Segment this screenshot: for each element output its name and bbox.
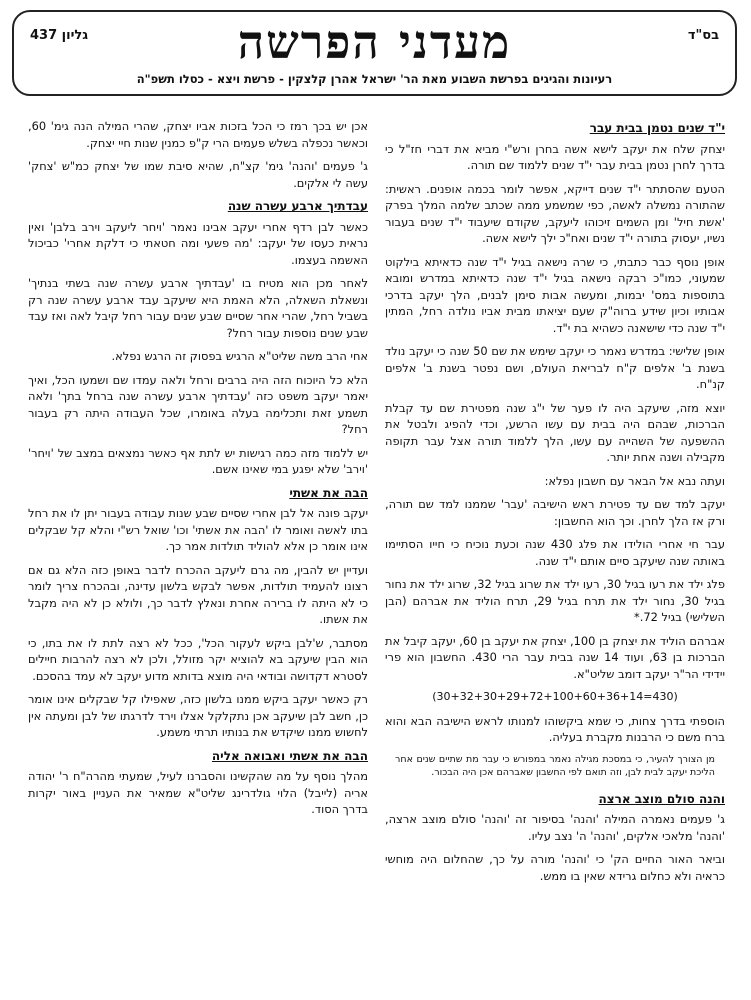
section-heading: והנה סולם מוצב ארצה bbox=[598, 791, 725, 806]
section-heading: י"ד שנים נטמן בבית עבר bbox=[589, 121, 725, 135]
paragraph: יצחק שלח את יעקב לישא אשה בחרן ורש"י מביא את דברי חז"ל כי בדרך לחרן נטמן בבית עבר י"ד שנים ללמוד שם תורה. bbox=[385, 141, 725, 172]
paragraph: עבר חי אחרי הולידו את פלג 430 שנה וכעת נוכיח כי חייו הסתיימו באותה שנה שיעקב סיים אותם י"ד שנה. bbox=[385, 537, 725, 568]
paragraph: מהלך נוסף על מה שהקשינו והסברנו לעיל, שמעתי מהרה"ח ר' יהודה אריה (לייבל) הלוי גולדרינג שליט"א שמאיר את העניין באור יקרות בדרך הסוד. bbox=[28, 769, 368, 816]
paragraph: רק כאשר יעקב ביקש ממנו בלשון כזה, שאפילו קל שבקלים אינו אומר כן, חשב לבן שיעקב אכן נתקלקל אצלו וירד לדרגתו של לבן ומעתה אין לחשוש ממנו שיקדש את בנותיו תרתי משמע. bbox=[28, 692, 368, 739]
paragraph: אופן שלישי: במדרש נאמר כי יעקב שימש את שם 50 שנה כי יעקב נולד בשנת ב' אלפים ק"ח לבריאת העולם, ושם נפטר בשנת ב' אלפים קנ"ח. bbox=[385, 344, 725, 391]
paragraph: ג' פעמים 'והנה' גימ' קצ"ח, שהיא סיבת שמו של יצחק כמ"ש 'צחק' עשה לי אלקים. bbox=[28, 159, 368, 190]
section-heading: הבה את אשתי ואבואה אליה bbox=[211, 748, 368, 763]
paragraph: הלא כל היוכוח הזה היה ברבים ורחל ולאה עמדו שם ושמעו הכל, ואיך יאמר יעקב משפט כזה 'עבדתיך ארבע עשרה שנה ברחל בתך' ולאה תשמע זאת ותכלימה בעלה באומרו, שכל העבודה היתה רק בעבור רחל? bbox=[28, 372, 368, 436]
publication-subtitle: רעיונות והגיגים בפרשת השבוע מאת הר' ישראל אהרן קלצקין - פרשת ויצא - כסלו תשפ"ה bbox=[136, 72, 613, 86]
paragraph: פלג ילד את רעו בגיל 30, רעו ילד את שרוג בגיל 32, שרוג ילד את נחור בגיל 30, נחור ילד את תרח בגיל 29, תרח הוליד את אברהם (הבן השלישי) בגיל 72.* bbox=[385, 577, 726, 624]
paragraph: אחי הרב משה שליט"א הרגיש בפסוק זה הרגש נפלא. bbox=[111, 349, 368, 363]
masthead-frame bbox=[12, 10, 737, 96]
section-heading: עבדתיך ארבע עשרה שנה bbox=[227, 199, 368, 213]
paragraph: ג' פעמים נאמרה המילה 'והנה' בסיפור זה 'והנה' סולם מוצב ארצה, 'והנה' מלאכי אלקים, 'והנה' ה' נצב עליו. bbox=[385, 812, 725, 843]
paragraph: הטעם שהסתתר י"ד שנים דייקא, אפשר לומר בכמה אופנים. ראשית: שהתורה נמשלה לאשה, כפי שמשמע ממה שכתב שלמה המלך בפרק 'אשת חיל' ומן השמים זיכוהו ליעקב, שקודם שיעבוד י"ד שנים בעבור נשיו, יעסוק בתורה י"ד שנים ואח"כ ילך לישא אשה. bbox=[385, 181, 725, 245]
paragraph: יעקב למד שם עד פטירת ראש הישיבה 'עבר' שממנו למד שם תורה, ורק אז הלך לחרן. וכך הוא החשבון: bbox=[385, 497, 725, 528]
issue-number: גליון 437 bbox=[30, 28, 89, 43]
paragraph: מסתבר, ש'לבן ביקש לעקור הכל', ככל לא רצה לתת לו את בתו, כי הוא הבין שיעקב בא להוציא יקר מזולל, ולכן לא רצה להרבות חיילים לסטרא דקדושה ובודאי היה מוצא בדותא מדוע יעקב לא עמד בהסכם. bbox=[28, 635, 368, 683]
footnote: מן הצורך להעיר, כי במסכת מגילה נאמר במפורש כי עבר מת שתיים שנים אחר הליכת יעקב לבית לבן, וזה תואם לפי החשבון שאברהם אכן היה הבכור. bbox=[395, 753, 715, 778]
paragraph: וביאר האור החיים הק' כי 'והנה' מורה על כך, שהחלום היה מוחשי כראיה ולא כחלום גרידא שאין בו ממש. bbox=[385, 852, 725, 883]
paragraph: הוספתי בדרך צחות, כי שמא ביקשוהו למנותו לראש הישיבה הבא והוא ברח משם כי הרבנות מקברת בעליה. bbox=[385, 713, 725, 744]
left-column bbox=[28, 118, 368, 825]
bsd-mark: בס"ד bbox=[687, 28, 719, 43]
paragraph: ועדיין יש להבין, מה גרם ליעקב ההכרח לדבר באופן כזה הלא גם אם רצונו להעמיד תולדות, אפשר לבקש בלשון עדינה, ובהכרח צריך לומר כי לא היתה לו ברירה אחרת ונאלץ לדבר כך, ולולא כן לא היה מקבל את אשתו. bbox=[28, 562, 368, 626]
right-column bbox=[385, 118, 725, 891]
paragraph: לאחר מכן הוא מטיח בו 'עבדתיך ארבע עשרה שנה בשתי בנתיך' ונשאלת השאלה, הלא האמת היא שיעקב עבד ארבע עשרה שנה רק בשביל רחל, שהרי אחר שסיים שבע שנים עבור רחל קיבל לאה ואז עבד שבע שנים נוספות עבור רחל? bbox=[28, 276, 368, 340]
paragraph: אברהם הוליד את יצחק בן 100, יצחק את יעקב בן 60, יעקב קיבל את הברכות בן 63, ועוד 14 שנה בבית עבר הרי 430. החשבון הוא פרי יידידי הר"ר יעקב דומב שליט"א. bbox=[385, 633, 725, 681]
paragraph: ועתה נבא אל הבאר עם חשבון נפלא: bbox=[544, 473, 725, 488]
paragraph: יש ללמוד מזה כמה רגישות יש לתת אף כאשר נמצאים במצב של 'ויחר' 'וירב' שלא יפגע במי שאינו אשם. bbox=[28, 445, 368, 476]
publication-title: מעדני הפרשה bbox=[237, 15, 512, 69]
paragraph: יוצא מזה, שיעקב היה לו פער של י"ג שנה מפטירת שם עד קבלת הברכות, שבהם היה בבית עם עשו הרשע, וכדי להפיג ולבטל את ההשפעה של השהייה עם עשו, הלך ללמוד תורה אצל עבר תקופה מקבילה ושנה אחת יותר. bbox=[385, 400, 725, 464]
paragraph: יעקב פונה אל לבן אחרי שסיים שבע שנות עבודה בעבור יתן לו את רחל בתו לאשה ואומר לו 'הבה את אשתי' וכו' שואל רש"י והלא קל שבקלים אינו אומר כן אלא להוליד תולדות אמר כך. bbox=[28, 506, 368, 553]
paragraph: אכן יש בכך רמז כי הכל בזכות אביו יצחק, שהרי המילה הנה גימ' 60, וכאשר נכפלה בשלש פעמים הרי ק"פ כמנין שנות חיי יצחק. bbox=[28, 119, 368, 150]
paragraph: כאשר לבן רדף אחרי יעקב אבינו נאמר 'ויחר ליעקב וירב בלבן' ואין נראית כעסו של יעקב: 'מה פשעי ומה חטאתי כי דלקת אחרי' כביכול האשמה בעצמו. bbox=[28, 219, 368, 267]
paragraph: אופן נוסף כבר כתבתי, כי שרה נישאה בגיל י"ד שנה כדאיתא בילקוט שמעוני, כמו"כ רבקה נישאה בגיל י"ד שנה כדאיתא במדרש ומובא בתוספות במס' יבמות, ומעשה אבות סימן לבנים, הלך יעקב בדרכי אבותיו וכיון שידע ברוה"ק שעם יציאתו מבית אביו נולדה רחל, המתין י"ד שנה כדי שישאנה כשהיא בת י"ד. bbox=[385, 254, 725, 335]
section-heading: הבה את אשתי bbox=[289, 485, 368, 500]
calculation-line: (30+32+30+29+72+100+60+36+14=430) bbox=[432, 690, 678, 703]
